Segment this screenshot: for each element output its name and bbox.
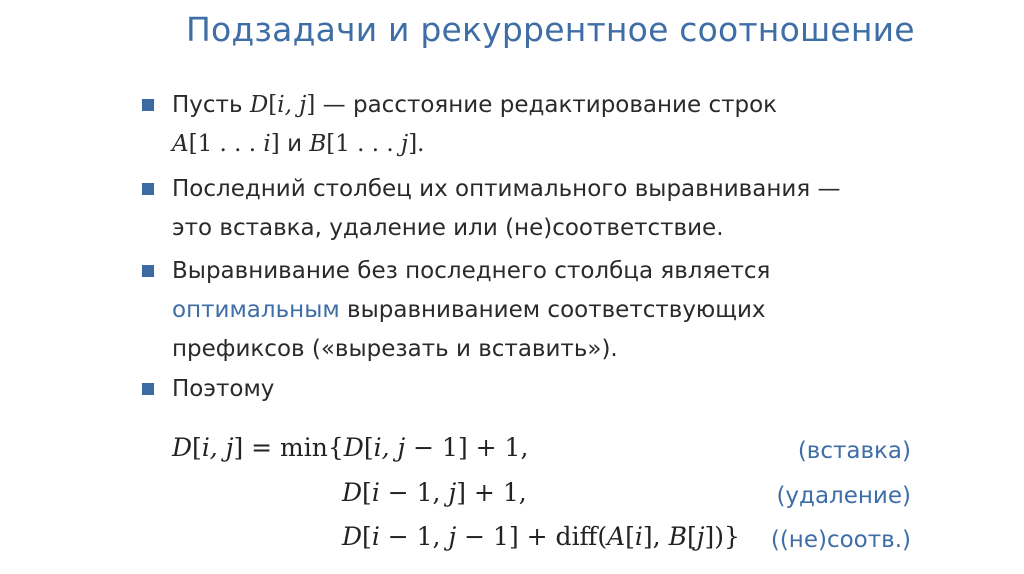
bullet-3-line-1: Выравнивание без последнего столбца является bbox=[172, 258, 771, 284]
slide-title: Подзадачи и рекуррентное соотношение bbox=[186, 10, 915, 49]
math-A-prefix: A[1 . . . i] bbox=[172, 131, 280, 157]
bullet-item-optimal-prefix bbox=[142, 252, 770, 369]
bullet-3-line-3: префиксов («вырезать и вставить»). bbox=[172, 336, 618, 362]
bullet-item-therefore bbox=[142, 370, 274, 409]
math-B-prefix: B[1 . . . j]. bbox=[309, 131, 425, 157]
bullet-item-definition bbox=[142, 86, 777, 164]
bullet-3-highlight: оптимальным bbox=[172, 297, 340, 323]
bullet-1-text-post: — расстояние редактирование строк bbox=[315, 92, 778, 118]
bullet-1-text-pre: Пусть bbox=[172, 92, 243, 118]
bullet-marker bbox=[142, 99, 154, 111]
math-D-ij: D[i, j] bbox=[249, 92, 316, 118]
formula-line-2: D[i − 1, j] + 1, bbox=[342, 478, 527, 507]
bullet-1-text-and: и bbox=[279, 131, 310, 157]
bullet-marker bbox=[142, 183, 154, 195]
formula-comment-mismatch: ((не)соотв.) bbox=[770, 527, 911, 553]
formula-comment-insert: (вставка) bbox=[797, 438, 911, 464]
bullet-2-line-2: это вставка, удаление или (не)соответствие. bbox=[172, 215, 724, 241]
bullet-3-line-2-rest: выравниванием соответствующих bbox=[339, 297, 766, 323]
formula-line-3: D[i − 1, j − 1] + diff(A[i], B[j])} bbox=[342, 522, 740, 551]
bullet-marker bbox=[142, 383, 154, 395]
bullet-marker bbox=[142, 265, 154, 277]
formula-line-1: D[i, j] = min{D[i, j − 1] + 1, bbox=[172, 433, 529, 462]
bullet-2-line-1: Последний столбец их оптимального выравнивания — bbox=[172, 176, 841, 202]
bullet-item-last-column bbox=[142, 170, 840, 248]
bullet-4-text: Поэтому bbox=[172, 376, 275, 402]
formula-comment-delete: (удаление) bbox=[776, 483, 911, 509]
